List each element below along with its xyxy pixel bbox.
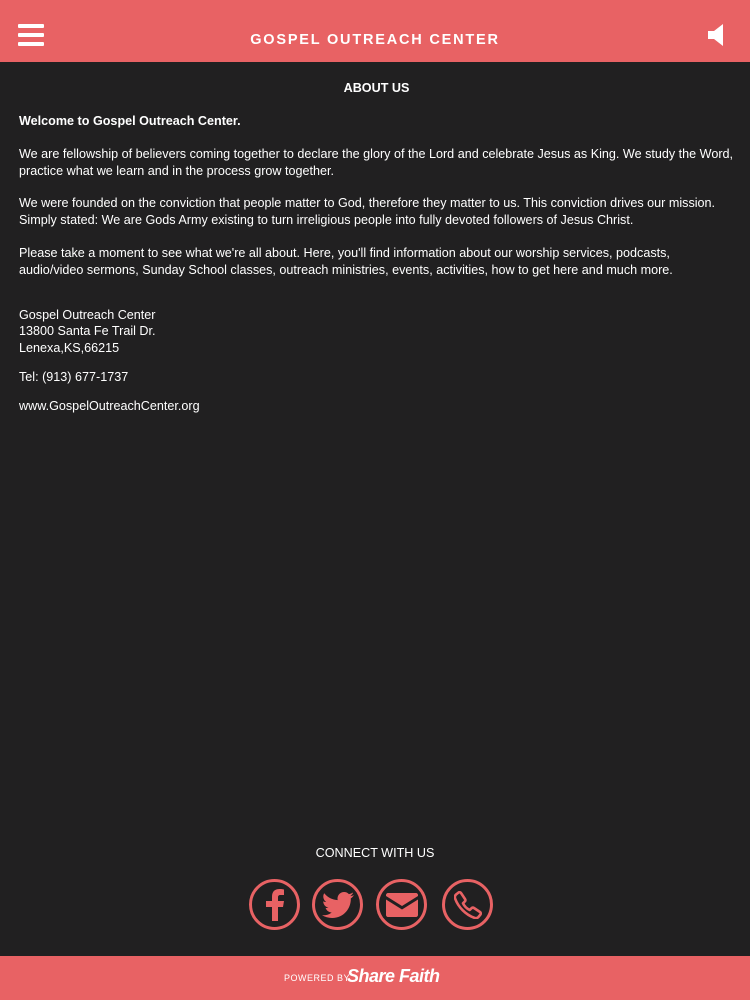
app-title: GOSPEL OUTREACH CENTER (250, 32, 500, 48)
welcome-heading: Welcome to Gospel Outreach Center. (19, 114, 241, 128)
website-link[interactable]: www.GospelOutreachCenter.org (19, 398, 200, 413)
email-button[interactable] (376, 879, 427, 930)
paragraph-mission: We were founded on the conviction that people matter to God, therefore they matter to us. This conviction drives our mission. Simply stated: We are Gods Army existing to turn irreligious people into fully devoted followers of Jesus Christ. (19, 196, 716, 228)
facebook-icon (265, 889, 285, 921)
telephone-link[interactable]: Tel: (913) 677-1737 (19, 369, 129, 384)
sound-button[interactable] (706, 22, 728, 48)
powered-by-label: POWERED BY (284, 973, 351, 983)
address-street: 13800 Santa Fe Trail Dr. (19, 324, 156, 339)
phone-button[interactable] (442, 879, 493, 930)
hamburger-menu-icon (18, 33, 44, 37)
speaker-icon (706, 22, 728, 48)
hamburger-menu-icon (18, 24, 44, 28)
twitter-icon (322, 892, 354, 918)
connect-label: CONNECT WITH US (315, 846, 435, 860)
paragraph-fellowship: We are fellowship of believers coming together to declare the glory of the Lord and celebrate Jesus as King. We study the Word, practice what we learn and in the process grow together. (19, 146, 734, 178)
menu-button[interactable] (18, 22, 48, 48)
paragraph-overview: Please take a moment to see what we're all about. Here, you'll find information about our worship services, podcasts, audio/video sermons, Sunday School classes, outreach ministries, events, activities, how to get here and much more. (19, 245, 673, 277)
about-content (19, 80, 734, 415)
email-icon (386, 893, 418, 917)
facebook-button[interactable] (249, 879, 300, 930)
address-name: Gospel Outreach Center (19, 307, 156, 322)
top-bar (0, 0, 750, 62)
phone-icon (454, 891, 482, 919)
hamburger-menu-icon (18, 42, 44, 46)
address-city: Lenexa,KS,66215 (19, 341, 120, 356)
address-block (19, 307, 734, 357)
footer-bar (0, 956, 750, 1000)
sharefaith-logo[interactable]: Share Faith (347, 966, 440, 986)
page-title: ABOUT US (343, 81, 410, 95)
twitter-button[interactable] (312, 879, 363, 930)
